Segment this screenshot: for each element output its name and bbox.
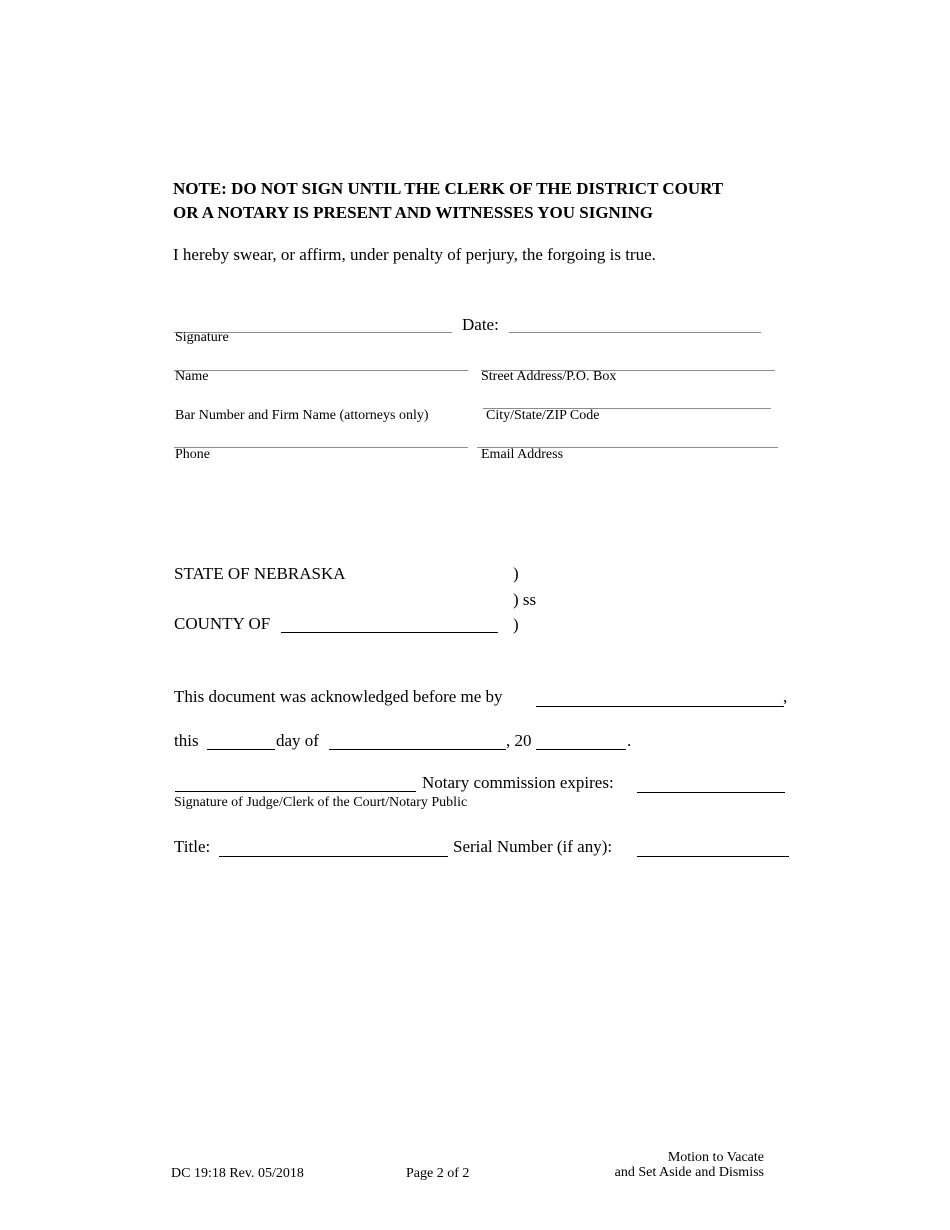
serial-number-field[interactable] (637, 856, 789, 857)
day-field[interactable] (207, 749, 275, 750)
page-number: Page 2 of 2 (406, 1166, 470, 1181)
name-label: Name (175, 369, 209, 384)
commission-expires-field[interactable] (637, 792, 785, 793)
venue-ss: ) ss (513, 590, 537, 609)
notary-signature-label: Signature of Judge/Clerk of the Court/Notary Public (174, 795, 468, 810)
month-field[interactable] (329, 749, 506, 750)
acknowledged-by-label: This document was acknowledged before me by (174, 687, 503, 706)
acknowledged-by-field[interactable] (536, 706, 784, 707)
commission-expires-label: Notary commission expires: (422, 773, 614, 792)
city-state-zip-label: City/State/ZIP Code (486, 408, 600, 423)
street-address-label: Street Address/P.O. Box (481, 369, 617, 384)
name-field[interactable] (174, 370, 468, 371)
year-field[interactable] (536, 749, 626, 750)
title-label: Title: (174, 837, 211, 856)
phone-label: Phone (175, 447, 210, 462)
period: . (627, 731, 632, 750)
this-label: this (174, 731, 199, 750)
serial-number-label: Serial Number (if any): (453, 837, 613, 856)
acknowledged-comma: , (783, 687, 788, 706)
warning-note-line-1: NOTE: DO NOT SIGN UNTIL THE CLERK OF THE DISTRICT COURT (173, 179, 724, 198)
email-address-label: Email Address (481, 447, 564, 462)
county-field[interactable] (281, 632, 498, 633)
year-prefix: , 20 (506, 731, 532, 750)
title-field[interactable] (219, 856, 448, 857)
document-title-line-1: Motion to Vacate (667, 1150, 764, 1165)
date-field[interactable] (509, 332, 761, 333)
state-label: STATE OF NEBRASKA (174, 564, 346, 583)
form-id: DC 19:18 Rev. 05/2018 (171, 1166, 304, 1181)
day-of-label: day of (276, 731, 319, 750)
signature-label: Signature (175, 330, 229, 345)
oath-statement: I hereby swear, or affirm, under penalty of perjury, the forgoing is true. (173, 245, 656, 264)
date-label: Date: (462, 315, 499, 334)
venue-paren-1: ) (513, 564, 519, 583)
document-title-line-2: and Set Aside and Dismiss (614, 1165, 764, 1180)
bar-number-label: Bar Number and Firm Name (attorneys only) (175, 408, 429, 423)
warning-note-line-2: OR A NOTARY IS PRESENT AND WITNESSES YOU SIGNING (173, 203, 653, 222)
notary-signature-field[interactable] (175, 791, 416, 792)
venue-paren-3: ) (513, 615, 519, 634)
county-label: COUNTY OF (174, 614, 271, 633)
phone-field[interactable] (174, 447, 468, 448)
